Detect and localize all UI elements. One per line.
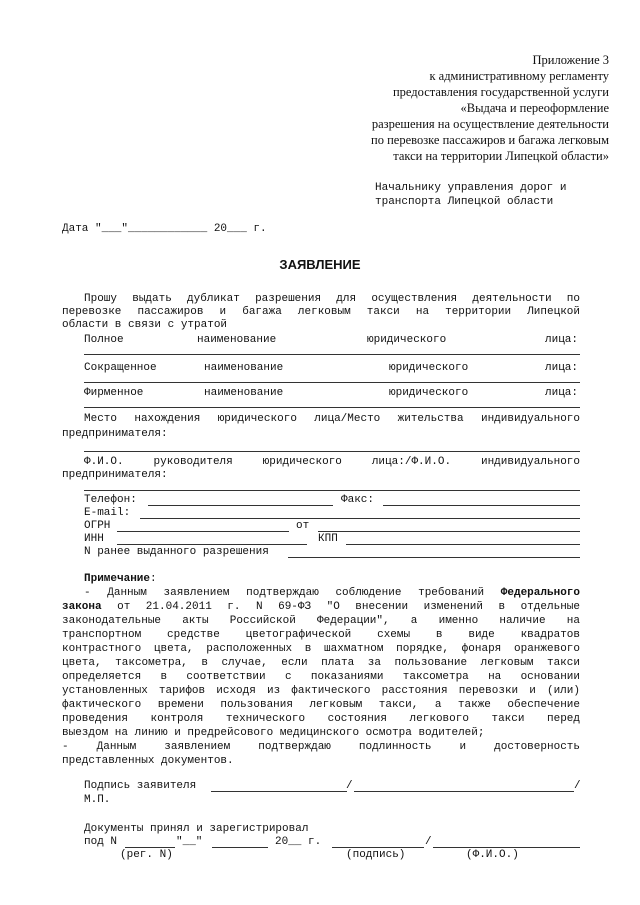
kpp-label: КПП: [318, 533, 338, 545]
inn-label: ИНН: [84, 533, 104, 545]
ogrn-label: ОГРН: [84, 520, 111, 532]
note-title: Примечание:: [84, 573, 157, 585]
prev-permit-label: N ранее выданного разрешения: [84, 546, 269, 558]
signature-slash: /: [346, 780, 353, 792]
caption-signature: (подпись): [346, 849, 406, 861]
appendix-line: к административному регламенту: [429, 69, 609, 83]
appendix-line: по перевозке пассажиров и багажа легковым: [371, 133, 609, 147]
head-label: Ф.И.О. руководителя юридического лица:/Ф.И.О. индивидуального: [84, 456, 580, 468]
email-input-line[interactable]: [140, 518, 580, 519]
request-line: Прошу выдать дубликат разрешения для осуществления деятельности по: [84, 293, 580, 305]
fax-label: Факс:: [341, 494, 375, 506]
brand-name-input-line[interactable]: [84, 407, 580, 408]
note-text-line: определяется в соответствии с показаниями таксометра на основании: [62, 671, 580, 683]
accepted-label: Документы принял и зарегистрировал: [84, 823, 309, 835]
reg-number-label: под N: [84, 836, 118, 848]
note-text-line: - Данным заявлением подтверждаю подлинность и достоверность: [62, 741, 580, 753]
reg-date-month-line[interactable]: [212, 847, 268, 848]
short-name-input-line[interactable]: [84, 382, 580, 383]
head-label: предпринимателя:: [62, 469, 168, 481]
inn-input-line[interactable]: [117, 544, 307, 545]
stamp-label: М.П.: [84, 794, 111, 806]
email-label: E-mail:: [84, 507, 131, 519]
prev-permit-input-line[interactable]: [288, 557, 580, 558]
signature-slash: /: [574, 780, 581, 792]
reg-date-day: "__": [176, 836, 203, 848]
note-text-line: законодательные акты Российской Федерации", а именно наличие на: [62, 615, 580, 627]
note-text-line: транспортном средстве цветографической схемы в виде квадратов: [62, 629, 580, 641]
head-input-line[interactable]: [84, 490, 580, 491]
appendix-line: «Выдача и переоформление: [460, 101, 609, 115]
signature-name-input-line[interactable]: [354, 791, 574, 792]
caption-reg-number: (рег. N): [120, 849, 173, 861]
date-line: Дата "___"____________ 20___ г.: [62, 223, 267, 235]
signature-label: Подпись заявителя: [84, 780, 197, 792]
note-text-line: - Данным заявлением подтверждаю соблюдение требований Федерального: [84, 587, 580, 599]
reg-date-year: 20__ г.: [275, 836, 322, 848]
location-label: Место нахождения юридического лица/Место жительства индивидуального: [84, 413, 580, 425]
location-input-line[interactable]: [84, 451, 580, 452]
note-text-line: контрастного цвета, расположенных в шахматном порядке, фонаря оранжевого: [62, 643, 580, 655]
phone-label: Телефон:: [84, 494, 137, 506]
note-text-line: установленных тарифов исходя из фактического расстояния перевозки и (или): [62, 685, 580, 697]
reg-name-input-line[interactable]: [433, 847, 580, 848]
note-text-line: закона от 21.04.2011 г. N 69-ФЗ "О внесении изменений в отдельные: [62, 601, 580, 613]
note-text-line: фактического времени пользования легковым такси, а также обеспечение: [62, 699, 580, 711]
fax-input-line[interactable]: [383, 505, 580, 506]
addressee-line: Начальнику управления дорог и: [375, 182, 567, 194]
appendix-line: Приложение 3: [532, 53, 609, 67]
phone-input-line[interactable]: [148, 505, 333, 506]
addressee-line: транспорта Липецкой области: [375, 196, 554, 208]
reg-number-input-line[interactable]: [125, 847, 175, 848]
reg-sign-input-line[interactable]: [332, 847, 424, 848]
location-label: предпринимателя:: [62, 428, 168, 440]
signature-input-line[interactable]: [211, 791, 347, 792]
note-text-line: выездом на линию и предрейсового медицинского осмотра водителей;: [62, 727, 485, 739]
ogrn-input-line[interactable]: [117, 531, 289, 532]
ogrn-date-input-line[interactable]: [318, 531, 580, 532]
caption-name: (Ф.И.О.): [466, 849, 519, 861]
request-line: области в связи с утратой: [62, 319, 228, 331]
appendix-block: [371, 52, 609, 164]
note-text-line: проведения контроля технического состояния легкового такси перед: [62, 713, 580, 725]
reg-slash: /: [425, 836, 432, 848]
ogrn-date-label: от: [296, 520, 310, 532]
full-name-input-line[interactable]: [84, 354, 580, 355]
appendix-line: предоставления государственной услуги: [392, 85, 609, 99]
request-line: перевозке пассажиров и багажа легковым такси на территории Липецкой: [62, 306, 580, 318]
page-title: ЗАЯВЛЕНИЕ: [279, 257, 361, 272]
note-text-line: представленных документов.: [62, 755, 234, 767]
appendix-line: такси на территории Липецкой области»: [393, 149, 609, 163]
appendix-line: разрешения на осуществление деятельности: [371, 117, 609, 131]
kpp-input-line[interactable]: [346, 544, 580, 545]
note-text-line: цвета, таксометра, в случае, если плата за пользование легковым такси: [62, 657, 580, 669]
